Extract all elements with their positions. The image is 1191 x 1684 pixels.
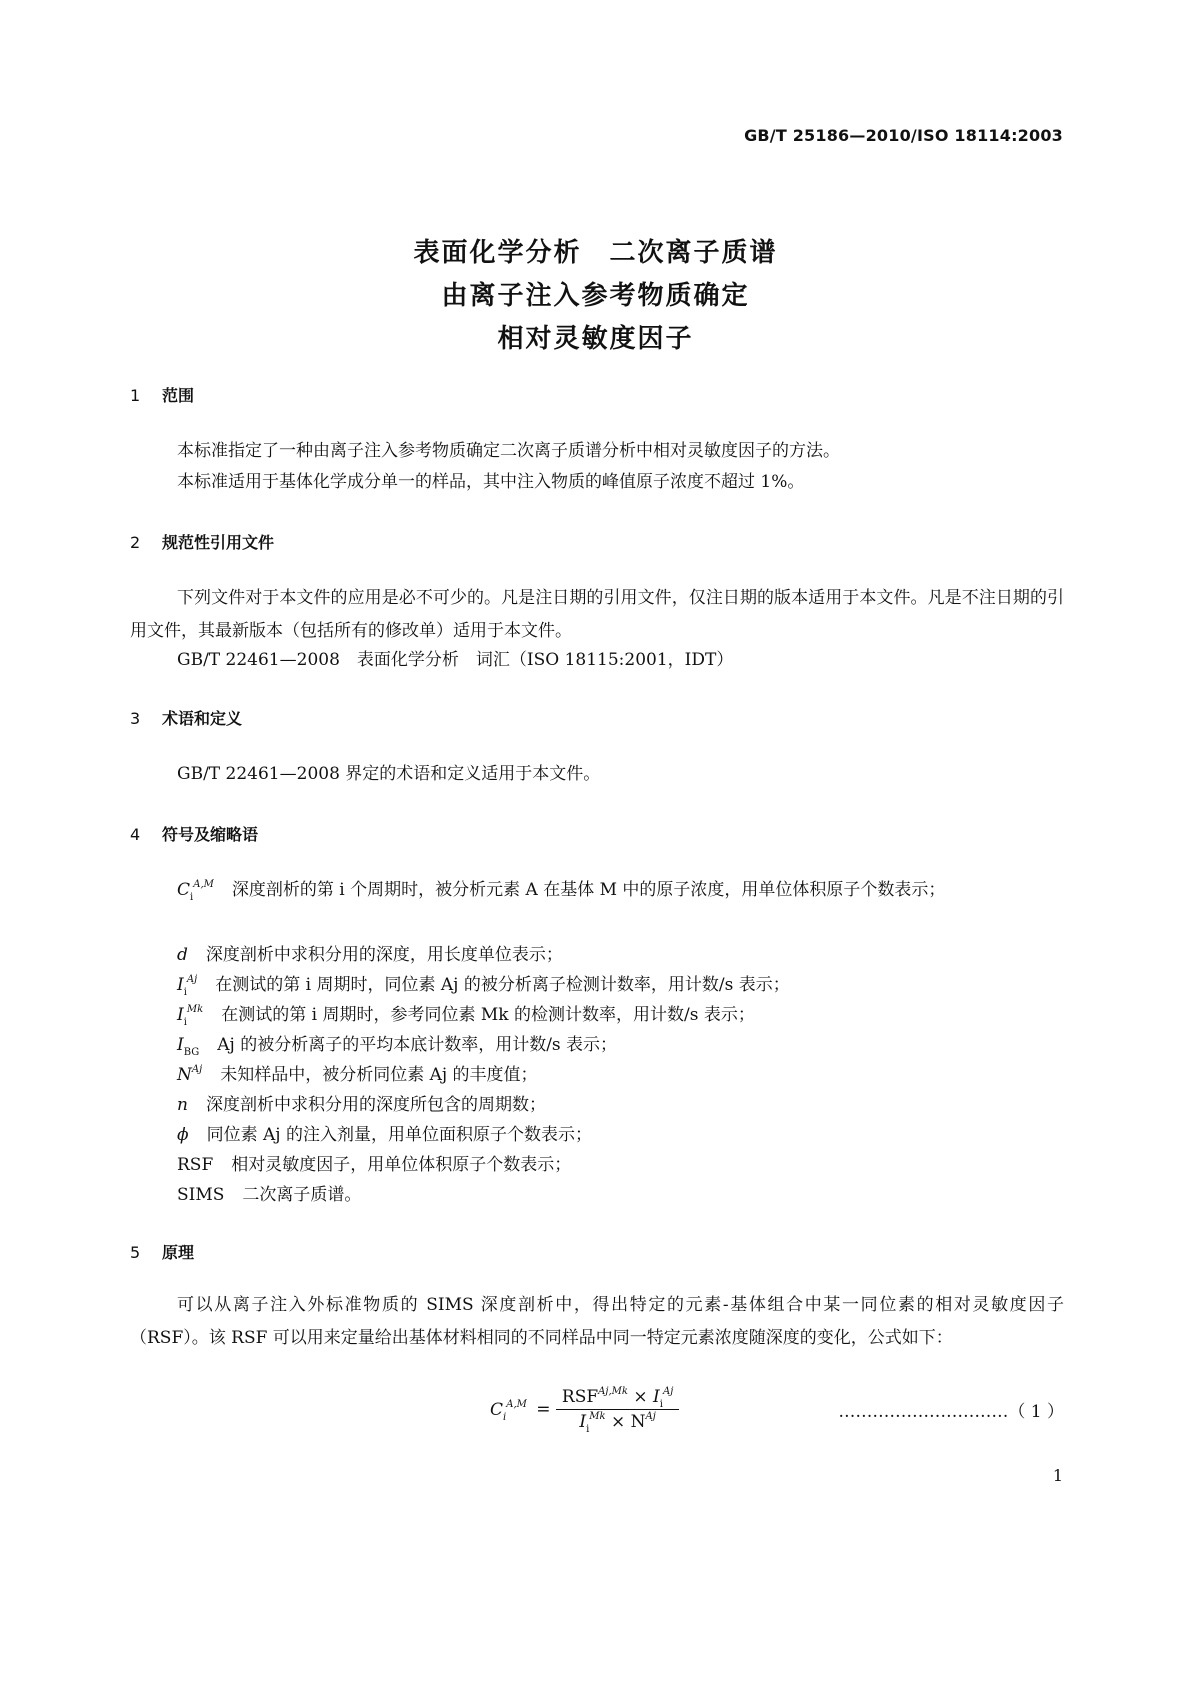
symbol-def-5: $N^{Aj}$ 未知样品中，被分析同位素 Aj 的丰度值；: [177, 1064, 538, 1085]
section-2-para-1: 下列文件对于本文件的应用是必不可少的。凡是注日期的引用文件，仅注日期的版本适用于本文件。凡是不注日期的引用文件，其最新版本（包括所有的修改单）适用于本文件。: [130, 588, 1064, 641]
symbol-def-4: $I_{BG}$ Aj 的被分析离子的平均本底计数率，用计数/s 表示；: [177, 1035, 618, 1058]
title-part-a: 表面化学分析: [413, 238, 582, 268]
section-2-heading: 2 规范性引用文件: [130, 533, 275, 552]
symbol-def-6: n 深度剖析中求积分用的深度所包含的周期数；: [177, 1095, 546, 1115]
symbol-def-7: ϕ 同位素 Aj 的注入剂量，用单位面积原子个数表示；: [177, 1125, 592, 1145]
formula-numerator: $RSF^{Aj,Mk} \times I_i^{Aj}$: [556, 1387, 679, 1410]
section-5-para-1: 可以从离子注入外标准物质的 SIMS 深度剖析中，得出特定的元素-基体组合中某一同位素的相对灵敏度因子（RSF）。该 RSF 可以用来定量给出基体材料相同的不同样品中同一特定元素浓度随深度的变化，公式如下：: [130, 1295, 1064, 1348]
symbol-def-1: d 深度剖析中求积分用的深度，用长度单位表示；: [177, 945, 563, 965]
formula-fraction: [556, 1386, 679, 1435]
page-number: 1: [1052, 1466, 1063, 1485]
formula-equals: =: [536, 1399, 551, 1420]
section-5-heading: 5 原理: [130, 1243, 195, 1262]
title-line-1: [0, 232, 1191, 269]
section-1-heading: 1 范围: [130, 386, 195, 405]
symbol-def-9: SIMS 二次离子质谱。: [177, 1185, 362, 1205]
section-2-reference: GB/T 22461—2008 表面化学分析 词汇（ISO 18115:2001，IDT）: [177, 650, 734, 670]
section-1-para-2: 本标准适用于基体化学成分单一的样品，其中注入物质的峰值原子浓度不超过 1%。: [177, 472, 805, 492]
formula-lhs: $C_i^{A,M}$: [490, 1398, 527, 1423]
formula-denominator: $I_i^{Mk} \times N^{Aj}$: [579, 1411, 656, 1435]
symbol-def-8: RSF 相对灵敏度因子，用单位体积原子个数表示；: [177, 1155, 572, 1175]
formula-number: …………………………（ 1 ）: [838, 1402, 1064, 1422]
section-3-para-1: GB/T 22461—2008 界定的术语和定义适用于本文件。: [177, 764, 601, 784]
title-line-2: 由离子注入参考物质确定: [441, 281, 750, 311]
title-line-3: 相对灵敏度因子: [497, 324, 694, 354]
symbol-def-0: $C_i^{A,M}$ 深度剖析的第 i 个周期时，被分析元素 A 在基体 M 中的原子浓度，用单位体积原子个数表示；: [177, 879, 946, 903]
symbol-def-3: $I_i^{Mk}$ 在测试的第 i 周期时，参考同位素 Mk 的检测计数率，用计数/s 表示；: [177, 1004, 755, 1028]
section-1-para-1: 本标准指定了一种由离子注入参考物质确定二次离子质谱分析中相对灵敏度因子的方法。: [177, 441, 840, 461]
formula-1: [490, 1386, 679, 1435]
symbol-def-2: $I_i^{Aj}$ 在测试的第 i 周期时，同位素 Aj 的被分析离子检测计数率，用计数/s 表示；: [177, 974, 790, 998]
section-4-heading: 4 符号及缩略语: [130, 825, 259, 844]
standard-number: GB/T 25186—2010/ISO 18114:2003: [744, 126, 1063, 145]
title-part-b: 二次离子质谱: [609, 238, 778, 268]
section-3-heading: 3 术语和定义: [130, 709, 243, 728]
